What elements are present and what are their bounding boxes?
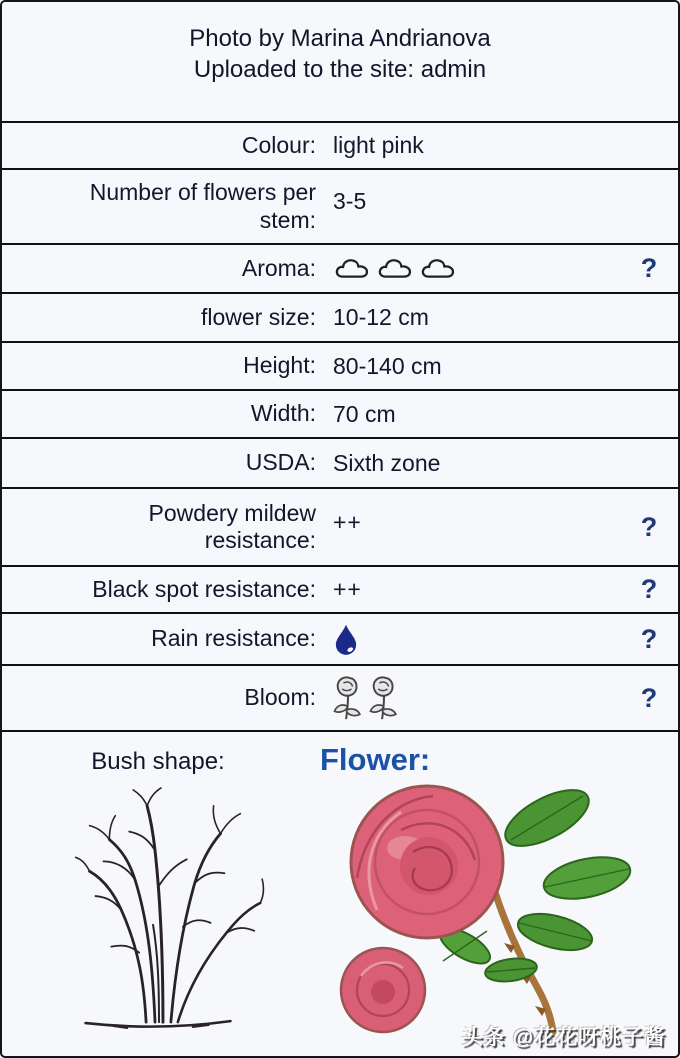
row-label: Aroma: <box>241 254 316 281</box>
row-value: Sixth zone <box>333 449 441 476</box>
row-value: ++ <box>333 576 362 602</box>
photo-credit-line: Photo by Marina Andrianova <box>189 24 491 52</box>
row-value: ++ <box>333 509 362 535</box>
row-value: light pink <box>333 132 424 158</box>
table-row-bloom <box>2 664 678 730</box>
bloom-flower-icon <box>333 674 363 722</box>
row-value <box>333 674 628 722</box>
row-label: flower size: <box>200 303 316 330</box>
table-row-usda <box>2 437 678 487</box>
row-value <box>333 256 628 282</box>
row-label: Black spot resistance: <box>92 575 316 602</box>
row-value: 70 cm <box>333 400 396 427</box>
row-label: Rain resistance: <box>151 625 316 652</box>
bush-shape-label: Bush shape: <box>91 748 225 775</box>
row-value <box>333 623 628 656</box>
bush-shape-panel <box>8 736 308 1058</box>
row-value: 10-12 cm <box>333 304 429 330</box>
row-label: Colour: <box>241 131 316 158</box>
bloom-frequency-icons <box>333 674 399 722</box>
black-spot-help-link[interactable]: ? <box>640 574 658 604</box>
cloud-icon <box>376 256 414 282</box>
row-label: Number of flowers per stem: <box>89 179 316 233</box>
table-row-flowers-per-stem <box>2 168 678 243</box>
row-label: Powdery mildew resistance: <box>148 499 316 553</box>
flower-label: Flower: <box>320 742 431 777</box>
table-row-rain-resistance <box>2 612 678 664</box>
aroma-strength-icons <box>333 256 457 282</box>
flower-illustration <box>308 774 652 1036</box>
table-row-height <box>2 341 678 389</box>
bush-shape-illustration <box>40 776 276 1034</box>
row-label: Height: <box>243 352 316 379</box>
row-label: Bloom: <box>244 684 316 711</box>
powdery-mildew-help-link[interactable]: ? <box>640 511 658 542</box>
table-row-width <box>2 389 678 437</box>
aroma-help-link[interactable]: ? <box>640 253 658 283</box>
bloom-help-link[interactable]: ? <box>640 682 658 713</box>
cloud-icon <box>333 256 371 282</box>
uploaded-by-line: Uploaded to the site: admin <box>193 55 487 83</box>
flower-panel <box>308 736 672 1058</box>
row-label: USDA: <box>245 449 316 476</box>
row-label: Width: <box>250 400 316 427</box>
table-row-powdery-mildew <box>2 487 678 565</box>
photo-credit-header <box>2 2 678 121</box>
table-row-black-spot <box>2 565 678 612</box>
table-row-colour <box>2 121 678 168</box>
raindrop-icon <box>333 623 359 656</box>
illustrations-section <box>2 730 678 1058</box>
row-value: 3-5 <box>333 188 367 214</box>
table-row-flower-size <box>2 292 678 341</box>
row-value: 80-140 cm <box>333 352 442 379</box>
rain-resistance-help-link[interactable]: ? <box>640 623 658 654</box>
cloud-icon <box>419 256 457 282</box>
table-row-aroma <box>2 243 678 292</box>
watermark-text: 头条 @花花呀桃子酱 <box>461 1026 666 1049</box>
bloom-flower-icon <box>369 674 399 722</box>
